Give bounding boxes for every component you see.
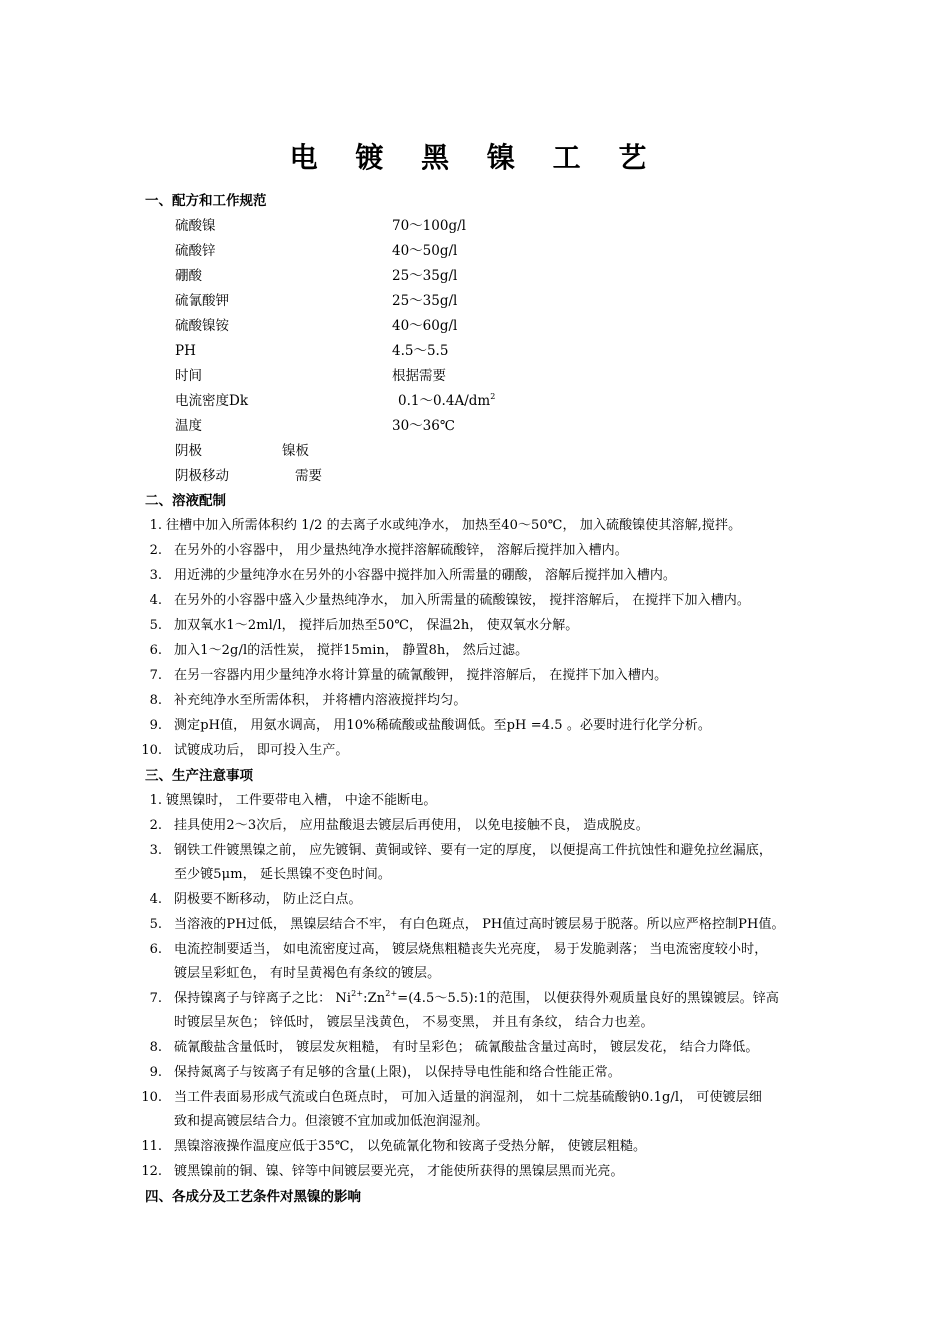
list-number: 11. xyxy=(141,1139,162,1154)
formula-name: PH xyxy=(175,343,196,359)
formula-name: 时间 xyxy=(175,368,202,384)
list-number: 8. xyxy=(149,693,162,708)
list-item: 往槽中加入所需体积约 1/2 的去离子水或纯净水， 加热至40～50℃， 加入硫酸镍使其溶解,搅拌。 xyxy=(166,518,742,533)
formula-name: 硫氰酸钾 xyxy=(175,293,229,309)
list-item: 保持氮离子与铵离子有足够的含量(上限)， 以保持导电性能和络合性能正常。 xyxy=(174,1065,621,1080)
list-item: 挂具使用2～3次后， 应用盐酸退去镀层后再使用， 以免电接触不良， 造成脱皮。 xyxy=(174,818,649,833)
list-number: 10. xyxy=(141,1090,162,1105)
formula-name: 阴极移动 xyxy=(175,468,229,484)
list-item: 测定pH值， 用氨水调高， 用10%稀硫酸或盐酸调低。至pH =4.5 。必要时进行化学分析。 xyxy=(174,718,712,733)
list-item: 在另一容器内用少量纯净水将计算量的硫氰酸钾， 搅拌溶解后， 在搅拌下加入槽内。 xyxy=(174,668,668,683)
formula-value: 25～35g/l xyxy=(392,268,458,284)
formula-name: 硼酸 xyxy=(175,268,202,284)
list-number: 9. xyxy=(149,718,162,733)
formula-name: 硫酸镍铵 xyxy=(175,318,229,334)
list-item: 加双氧水1～2ml/l， 搅拌后加热至50℃， 保温2h， 使双氧水分解。 xyxy=(174,618,579,633)
list-number: 3. xyxy=(149,568,162,583)
list-number: 5. xyxy=(149,917,162,932)
formula-value-text: 0.1～0.4A/dm xyxy=(398,393,491,409)
formula-value: 镍板 xyxy=(282,443,309,459)
formula-name: 电流密度Dk xyxy=(175,393,249,409)
list-item: 黑镍溶液操作温度应低于35℃， 以免硫氰化物和铵离子受热分解， 使镀层粗糙。 xyxy=(174,1139,647,1154)
section-heading-effects: 四、各成分及工艺条件对黑镍的影响 xyxy=(145,1189,361,1205)
list-item-continuation: 致和提高镀层结合力。但滚镀不宜加或加低泡润湿剂。 xyxy=(174,1114,489,1129)
formula-value xyxy=(398,391,495,411)
list-number: 8. xyxy=(149,1040,162,1055)
list-item: 电流控制要适当， 如电流密度过高， 镀层烧焦粗糙丧失光亮度， 易于发脆剥落； 当电流密度较小时， xyxy=(174,942,768,957)
list-number: 12. xyxy=(141,1164,162,1179)
list-number: 2. xyxy=(149,543,162,558)
list-item-text: =(4.5～5.5):1的范围， 以便获得外观质量良好的黑镍镀层。锌高 xyxy=(397,991,779,1006)
formula-name: 硫酸镍 xyxy=(175,218,216,234)
list-item: 在另外的小容器中盛入少量热纯净水， 加入所需量的硫酸镍铵， 搅拌溶解后， 在搅拌下加入槽内。 xyxy=(174,593,750,608)
list-number: 4. xyxy=(149,892,162,907)
list-item: 镀黑镍时， 工件要带电入槽， 中途不能断电。 xyxy=(166,793,437,808)
list-number: 6. xyxy=(149,643,162,658)
list-item: 钢铁工件镀黑镍之前， 应先镀铜、黄铜或锌、要有一定的厚度， 以便提高工件抗蚀性和避免拉丝漏底， xyxy=(174,843,772,858)
list-item: 当工件表面易形成气流或白色斑点时， 可加入适量的润湿剂， 如十二烷基硫酸钠0.1g/l， 可使镀层细 xyxy=(174,1090,762,1105)
section-heading-formula: 一、配方和工作规范 xyxy=(145,193,267,209)
list-number: 10. xyxy=(141,743,162,758)
list-item-continuation: 镀层呈彩虹色， 有时呈黄褐色有条纹的镀层。 xyxy=(174,966,441,981)
formula-value: 需要 xyxy=(295,468,322,484)
formula-value: 30～36℃ xyxy=(392,418,455,434)
formula-value: 70～100g/l xyxy=(392,218,466,234)
list-item: 试镀成功后， 即可投入生产。 xyxy=(174,743,349,758)
list-number: 2. xyxy=(149,818,162,833)
section-heading-preparation: 二、溶液配制 xyxy=(145,493,226,509)
superscript: 2 xyxy=(490,392,496,401)
formula-name: 温度 xyxy=(175,418,202,434)
list-number: 6. xyxy=(149,942,162,957)
list-item xyxy=(174,989,779,1009)
section-heading-notes: 三、生产注意事项 xyxy=(145,768,253,784)
formula-value: 40～50g/l xyxy=(392,243,458,259)
list-item: 硫氰酸盐含量低时， 镀层发灰粗糙， 有时呈彩色； 硫氰酸盐含量过高时， 镀层发花， 结合力降低。 xyxy=(174,1040,759,1055)
formula-value: 根据需要 xyxy=(392,368,446,384)
document-title: 电 镀 黑 镍 工 艺 xyxy=(289,141,661,174)
list-item: 补充纯净水至所需体积， 并将槽内溶液搅拌均匀。 xyxy=(174,693,467,708)
list-item: 当溶液的PH过低， 黑镍层结合不牢， 有白色斑点， PH值过高时镀层易于脱落。所以应严格控制PH值。 xyxy=(174,917,785,932)
list-number: 7. xyxy=(149,668,162,683)
list-item-text: :Zn xyxy=(363,991,386,1006)
list-number: 5. xyxy=(149,618,162,633)
formula-name: 阴极 xyxy=(175,443,202,459)
superscript: 2+ xyxy=(385,989,398,998)
superscript: 2+ xyxy=(351,989,364,998)
formula-value: 25～35g/l xyxy=(392,293,458,309)
list-item: 阴极要不断移动， 防止泛白点。 xyxy=(174,892,362,907)
list-number: 1. xyxy=(149,793,162,808)
list-number: 3. xyxy=(149,843,162,858)
list-number: 1. xyxy=(149,518,162,533)
list-item-continuation: 至少镀5μm， 延长黑镍不变色时间。 xyxy=(174,867,391,882)
list-number: 9. xyxy=(149,1065,162,1080)
list-item: 在另外的小容器中， 用少量热纯净水搅拌溶解硫酸锌， 溶解后搅拌加入槽内。 xyxy=(174,543,628,558)
formula-name: 硫酸锌 xyxy=(175,243,216,259)
list-item: 镀黑镍前的铜、镍、锌等中间镀层要光亮， 才能使所获得的黑镍层黑而光亮。 xyxy=(174,1164,624,1179)
formula-value: 40～60g/l xyxy=(392,318,458,334)
list-item-text: 保持镍离子与锌离子之比： Ni xyxy=(174,991,352,1006)
formula-value: 4.5～5.5 xyxy=(392,343,449,359)
list-item-continuation: 时镀层呈灰色； 锌低时， 镀层呈浅黄色， 不易变黑， 并且有条纹， 结合力也差。 xyxy=(174,1015,654,1030)
list-number: 4. xyxy=(149,593,162,608)
list-item: 加入1～2g/l的活性炭， 搅拌15min， 静置8h， 然后过滤。 xyxy=(174,643,529,658)
list-number: 7. xyxy=(149,991,162,1006)
list-item: 用近沸的少量纯净水在另外的小容器中搅拌加入所需量的硼酸， 溶解后搅拌加入槽内。 xyxy=(174,568,677,583)
